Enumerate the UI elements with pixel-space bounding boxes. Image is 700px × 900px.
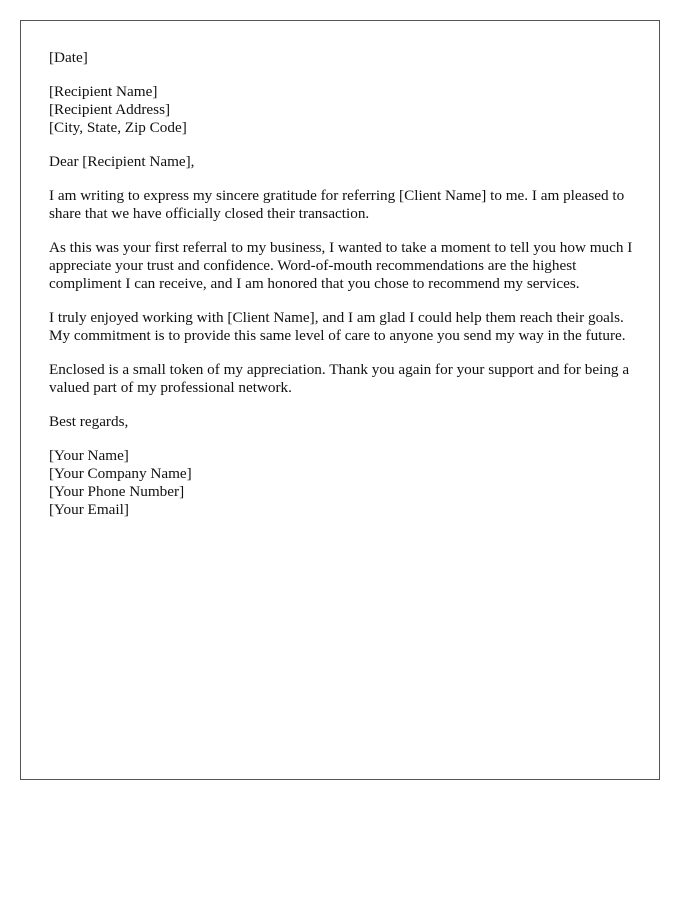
recipient-block bbox=[49, 83, 639, 137]
letter-body bbox=[49, 49, 639, 535]
signature-company: [Your Company Name] bbox=[49, 465, 192, 482]
salutation: Dear [Recipient Name], bbox=[49, 153, 195, 170]
body-paragraph-2: As this was your first referral to my business, I wanted to take a moment to tell you how much I appreciate your trust and confidence. Word-of-mouth recommendations are the highest compliment I can receive, and I am honored that you chose to recommend my services. bbox=[49, 239, 633, 292]
body-paragraph-4: Enclosed is a small token of my appreciation. Thank you again for your support and for being a valued part of my professional network. bbox=[49, 361, 630, 396]
recipient-address: [Recipient Address] bbox=[49, 101, 171, 118]
recipient-city-state-zip: [City, State, Zip Code] bbox=[49, 119, 187, 136]
closing: Best regards, bbox=[49, 413, 129, 430]
signature-block bbox=[49, 447, 639, 519]
body-paragraph-1: I am writing to express my sincere gratitude for referring [Client Name] to me. I am pleased to share that we have officially closed their transaction. bbox=[49, 187, 625, 222]
signature-email: [Your Email] bbox=[49, 501, 129, 518]
recipient-name: [Recipient Name] bbox=[49, 83, 158, 100]
letter-page bbox=[20, 20, 660, 780]
letter-date: [Date] bbox=[49, 49, 88, 66]
signature-phone: [Your Phone Number] bbox=[49, 483, 185, 500]
body-paragraph-3: I truly enjoyed working with [Client Name], and I am glad I could help them reach their goals. My commitment is to provide this same level of care to anyone you send my way in the future. bbox=[49, 309, 626, 344]
signature-name: [Your Name] bbox=[49, 447, 129, 464]
